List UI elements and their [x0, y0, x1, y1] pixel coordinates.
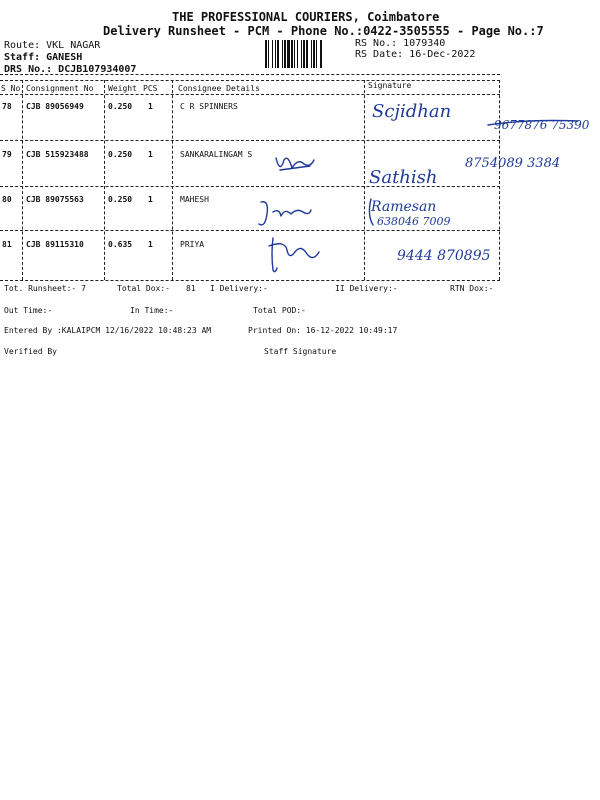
in-time: In Time:- [130, 306, 174, 315]
row-consignment: CJB 89115310 [26, 240, 84, 249]
out-time: Out Time:- [4, 306, 53, 315]
signature-scribble [365, 145, 561, 190]
col-header-signature: Signature [368, 81, 412, 90]
col-divider [22, 80, 23, 280]
table-header-border [0, 80, 500, 81]
col-header-consignment: Consignment No [26, 84, 94, 93]
row-pcs: 1 [148, 195, 153, 204]
i-delivery: I Delivery:- [210, 284, 268, 293]
row-consignment: CJB 89075563 [26, 195, 84, 204]
row-weight: 0.635 [108, 240, 133, 249]
row-weight: 0.250 [108, 102, 133, 111]
rs-date: RS Date: 16-Dec-2022 [355, 49, 476, 60]
row-weight: 0.250 [108, 150, 133, 159]
total-dox-label: Total Dox:- [117, 284, 170, 293]
entered-by: Entered By :KALAIPCM 12/16/2022 10:48:23 AM [4, 326, 212, 335]
svg-text:Scjidhan: Scjidhan [372, 101, 452, 122]
svg-text:9677876 75390: 9677876 75390 [494, 118, 590, 132]
rs-number: RS No.: 1079340 [355, 38, 446, 49]
barcode [265, 40, 350, 68]
svg-text:9444 870895: 9444 870895 [397, 248, 491, 264]
staff-label: Staff: GANESH [4, 52, 83, 63]
table-bottom-border [0, 280, 500, 281]
row-pcs: 1 [148, 102, 153, 111]
col-header-pcs: PCS [143, 84, 158, 93]
row-sno: 79 [2, 150, 12, 159]
row-consignee: SANKARALINGAM S [180, 150, 253, 159]
staff-signature: Staff Signature [264, 347, 337, 356]
rtn-dox: RTN Dox:- [450, 284, 494, 293]
col-divider [104, 80, 105, 280]
row-consignee: PRIYA [180, 240, 205, 249]
tot-runsheet: Tot. Runsheet:- 7 [4, 284, 86, 293]
signature-scribble [270, 150, 320, 180]
row-consignee: C R SPINNERS [180, 102, 238, 111]
row-divider [0, 140, 500, 141]
signature-scribble [395, 236, 505, 268]
svg-text:8754089 3384: 8754089 3384 [465, 156, 561, 171]
verified-by: Verified By [4, 347, 57, 356]
signature-scribble [368, 95, 593, 140]
total-dox-value: 81 [186, 284, 196, 293]
table-top-border [0, 74, 500, 75]
runsheet-subtitle: Delivery Runsheet - PCM - Phone No.:0422-3505555 - Page No.:7 [103, 24, 544, 38]
ii-delivery: II Delivery:- [335, 284, 398, 293]
company-title: THE PROFESSIONAL COURIERS, Coimbatore [172, 10, 440, 24]
row-consignee: MAHESH [180, 195, 209, 204]
signature-scribble [255, 198, 315, 232]
row-weight: 0.250 [108, 195, 133, 204]
total-pod: Total POD:- [253, 306, 306, 315]
row-pcs: 1 [148, 240, 153, 249]
printed-on: Printed On: 16-12-2022 10:49:17 [248, 326, 398, 335]
col-header-consignee: Consignee Details [178, 84, 260, 93]
row-sno: 81 [2, 240, 12, 249]
signature-scribble [265, 234, 325, 276]
signature-scribble [365, 195, 475, 233]
col-divider [172, 80, 173, 280]
route-label: Route: VKL NAGAR [4, 40, 101, 51]
svg-text:638046 7009: 638046 7009 [377, 215, 451, 228]
col-header-sno: S No [1, 84, 21, 93]
svg-text:Sathish: Sathish [369, 167, 438, 188]
row-consignment: CJB 515923488 [26, 150, 89, 159]
svg-text:Ramesan: Ramesan [371, 199, 437, 215]
row-sno: 80 [2, 195, 12, 204]
row-sno: 78 [2, 102, 12, 111]
row-consignment: CJB 89056949 [26, 102, 84, 111]
col-header-weight: Weight [108, 84, 137, 93]
row-pcs: 1 [148, 150, 153, 159]
drs-number: DRS No.: DCJB107934007 [4, 64, 137, 75]
